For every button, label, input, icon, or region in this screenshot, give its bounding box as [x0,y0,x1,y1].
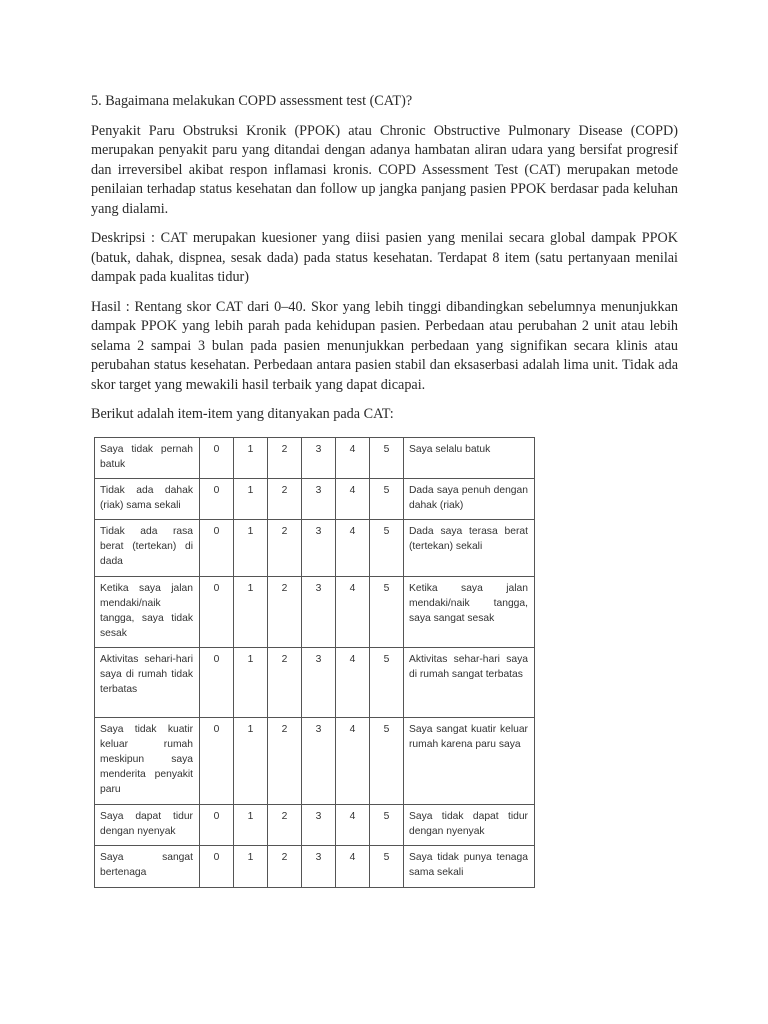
score-cell: 5 [370,520,404,577]
paragraph-table-intro: Berikut adalah item-item yang ditanyakan pada CAT: [91,406,394,422]
score-cell: 5 [370,577,404,648]
score-cell: 2 [268,479,302,520]
item-high-description: Ketika saya jalan mendaki/naik tangga, saya sangat sesak [404,577,535,648]
score-cell: 1 [234,520,268,577]
score-cell: 1 [234,479,268,520]
score-cell: 2 [268,846,302,888]
item-low-description: Saya sangat bertenaga [95,846,200,888]
score-cell: 4 [336,577,370,648]
document-body [91,92,678,435]
paragraph-deskripsi: Deskripsi : CAT merupakan kuesioner yang diisi pasien yang menilai secara global dampak PPOK (batuk, dahak, dispnea, sesak dada) pada status kesehatan. Terdapat 8 item (satu pertanyaan menilai dampak pada kualitas tidur) [91,230,678,285]
item-high-description: Saya tidak punya tenaga sama sekali [404,846,535,888]
item-low-description: Saya tidak kuatir keluar rumah meskipun saya menderita penyakit paru [95,718,200,805]
item-high-description: Saya sangat kuatir keluar rumah karena paru saya [404,718,535,805]
score-cell: 2 [268,438,302,479]
item-low-description: Ketika saya jalan mendaki/naik tangga, saya tidak sesak [95,577,200,648]
paragraph-hasil: Hasil : Rentang skor CAT dari 0–40. Skor yang lebih tinggi dibandingkan sebelumnya menunjukkan dampak PPOK yang lebih parah pada kehidupan pasien. Perbedaan atau perubahan 2 unit atau lebih selama 2 sampai 3 bulan pada pasien menunjukkan perbedaan yang signifikan secara klinis atau perubahan status kesehatan. Perbedaan antara pasien stabil dan eksaserbasi adalah lima unit. Tidak ada skor target yang mewakili hasil terbaik yang dapat dicapai. [91,298,678,393]
item-high-description: Saya selalu batuk [404,438,535,479]
item-high-description: Aktivitas sehar-hari saya di rumah sangat terbatas [404,648,535,718]
score-cell: 3 [302,718,336,805]
score-cell: 0 [200,648,234,718]
score-cell: 2 [268,718,302,805]
score-cell: 5 [370,805,404,846]
score-cell: 4 [336,718,370,805]
score-cell: 5 [370,438,404,479]
score-cell: 3 [302,577,336,648]
score-cell: 3 [302,479,336,520]
cat-table-body [95,438,535,888]
score-cell: 4 [336,479,370,520]
score-cell: 5 [370,718,404,805]
score-cell: 4 [336,648,370,718]
score-cell: 1 [234,805,268,846]
table-row [95,805,535,846]
item-high-description: Dada saya terasa berat (tertekan) sekali [404,520,535,577]
score-cell: 5 [370,648,404,718]
score-cell: 4 [336,520,370,577]
cat-items-table [94,437,535,888]
score-cell: 0 [200,520,234,577]
score-cell: 1 [234,718,268,805]
score-cell: 3 [302,805,336,846]
score-cell: 0 [200,438,234,479]
table-row [95,648,535,718]
score-cell: 0 [200,718,234,805]
score-cell: 1 [234,846,268,888]
item-high-description: Saya tidak dapat tidur dengan nyenyak [404,805,535,846]
score-cell: 3 [302,438,336,479]
score-cell: 3 [302,846,336,888]
table-row [95,718,535,805]
score-cell: 3 [302,648,336,718]
score-cell: 1 [234,577,268,648]
score-cell: 2 [268,520,302,577]
question-heading: 5. Bagaimana melakukan COPD assessment test (CAT)? [91,93,413,109]
score-cell: 5 [370,479,404,520]
item-low-description: Tidak ada dahak (riak) sama sekali [95,479,200,520]
table-row [95,846,535,888]
score-cell: 1 [234,438,268,479]
score-cell: 4 [336,438,370,479]
score-cell: 2 [268,577,302,648]
table-row [95,520,535,577]
score-cell: 3 [302,520,336,577]
score-cell: 2 [268,648,302,718]
item-low-description: Tidak ada rasa berat (tertekan) di dada [95,520,200,577]
score-cell: 4 [336,805,370,846]
score-cell: 4 [336,846,370,888]
table-row [95,577,535,648]
score-cell: 0 [200,846,234,888]
score-cell: 0 [200,805,234,846]
table-row [95,438,535,479]
item-high-description: Dada saya penuh dengan dahak (riak) [404,479,535,520]
score-cell: 5 [370,846,404,888]
item-low-description: Saya tidak pernah batuk [95,438,200,479]
score-cell: 1 [234,648,268,718]
item-low-description: Saya dapat tidur dengan nyenyak [95,805,200,846]
score-cell: 0 [200,577,234,648]
score-cell: 0 [200,479,234,520]
table-row [95,479,535,520]
paragraph-intro: Penyakit Paru Obstruksi Kronik (PPOK) atau Chronic Obstructive Pulmonary Disease (COPD) merupakan penyakit paru yang ditandai dengan adanya hambatan aliran udara yang bersifat progresif dan irreversibel akibat respon inflamasi kronis. COPD Assessment Test (CAT) merupakan metode penilaian terhadap status kesehatan dan follow up jangka panjang pasien PPOK berdasar pada keluhan yang dialami. [91,122,678,217]
score-cell: 2 [268,805,302,846]
item-low-description: Aktivitas sehari-hari saya di rumah tidak terbatas [95,648,200,718]
